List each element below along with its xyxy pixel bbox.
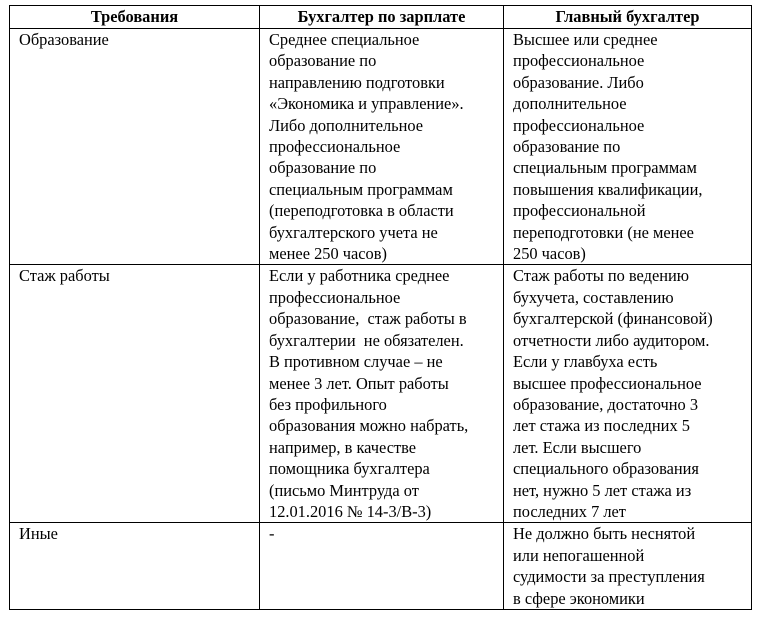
payroll-cell	[260, 265, 504, 523]
header-payroll-accountant: Бухгалтер по зарплате	[260, 6, 504, 29]
payroll-line: бухгалтерии не обязателен.	[269, 330, 464, 350]
chief-line: профессиональное	[513, 51, 645, 71]
chief-line: Если у главбуха есть	[513, 352, 658, 372]
payroll-line: В противном случае – не	[269, 352, 443, 372]
payroll-line: без профильного	[269, 394, 387, 414]
payroll-cell	[260, 29, 504, 265]
chief-line: или непогашенной	[513, 545, 645, 565]
chief-line: Не должно быть неснятой	[513, 524, 696, 544]
payroll-line: помощника бухгалтера	[269, 459, 430, 479]
header-requirements: Требования	[10, 6, 260, 29]
payroll-line: профессиональное	[269, 287, 401, 307]
table-row-education	[10, 29, 752, 265]
chief-line: Высшее или среднее	[513, 30, 658, 49]
payroll-line: Среднее специальное	[269, 30, 420, 49]
chief-line: повышения квалификации,	[513, 179, 703, 199]
chief-line: 250 часов)	[513, 244, 586, 264]
payroll-line: специальным программам	[269, 179, 453, 199]
chief-line: лет. Если высшего	[513, 437, 642, 457]
chief-line: последних 7 лет	[513, 501, 626, 521]
chief-line: профессиональное	[513, 115, 645, 135]
payroll-line: образование по	[269, 158, 377, 178]
payroll-line: Либо дополнительное	[269, 115, 424, 135]
chief-line: бухучета, составлению	[513, 287, 674, 307]
chief-cell	[504, 265, 752, 523]
table-header-row	[10, 6, 752, 29]
chief-line: высшее профессиональное	[513, 373, 702, 393]
payroll-line: менее 3 лет. Опыт работы	[269, 373, 449, 393]
chief-line: судимости за преступления	[513, 567, 705, 587]
payroll-line: например, в качестве	[269, 437, 417, 457]
requirement-label: Образование	[19, 30, 109, 49]
requirement-cell	[10, 29, 260, 265]
chief-line: специальным программам	[513, 158, 697, 178]
chief-cell	[504, 523, 752, 610]
chief-line: нет, нужно 5 лет стажа из	[513, 480, 692, 500]
payroll-line: (письмо Минтруда от	[269, 480, 419, 500]
table-row-experience	[10, 265, 752, 523]
chief-line: специального образования	[513, 459, 699, 479]
payroll-line: менее 250 часов)	[269, 244, 387, 264]
payroll-line: направлению подготовки	[269, 72, 445, 92]
payroll-line: «Экономика и управление».	[269, 94, 464, 114]
chief-line: дополнительное	[513, 94, 627, 114]
requirements-table	[9, 5, 752, 610]
payroll-line: (переподготовка в области	[269, 201, 454, 221]
chief-line: профессиональной	[513, 201, 646, 221]
payroll-line: образование, стаж работы в	[269, 309, 467, 329]
chief-line: образование по	[513, 137, 621, 157]
chief-line: лет стажа из последних 5	[513, 416, 690, 436]
payroll-cell	[260, 523, 504, 610]
chief-line: в сфере экономики	[513, 588, 645, 608]
requirement-cell	[10, 523, 260, 610]
chief-line: образование. Либо	[513, 72, 644, 92]
payroll-dash: -	[269, 524, 275, 544]
payroll-line: образование по	[269, 51, 377, 71]
chief-line: образование, достаточно 3	[513, 394, 699, 414]
chief-line: отчетности либо аудитором.	[513, 330, 710, 350]
chief-line: бухгалтерской (финансовой)	[513, 309, 713, 329]
payroll-line: Если у работника среднее	[269, 266, 450, 286]
table-row-other	[10, 523, 752, 610]
payroll-line: 12.01.2016 № 14-3/В-3)	[269, 501, 432, 521]
chief-cell	[504, 29, 752, 265]
chief-line: переподготовки (не менее	[513, 222, 694, 242]
payroll-line: бухгалтерского учета не	[269, 222, 438, 242]
chief-line: Стаж работы по ведению	[513, 266, 690, 286]
payroll-line: профессиональное	[269, 137, 401, 157]
payroll-line: образования можно набрать,	[269, 416, 469, 436]
header-chief-accountant: Главный бухгалтер	[504, 6, 752, 29]
requirement-cell	[10, 265, 260, 523]
requirement-label: Стаж работы	[19, 266, 110, 286]
requirement-label: Иные	[19, 524, 58, 544]
